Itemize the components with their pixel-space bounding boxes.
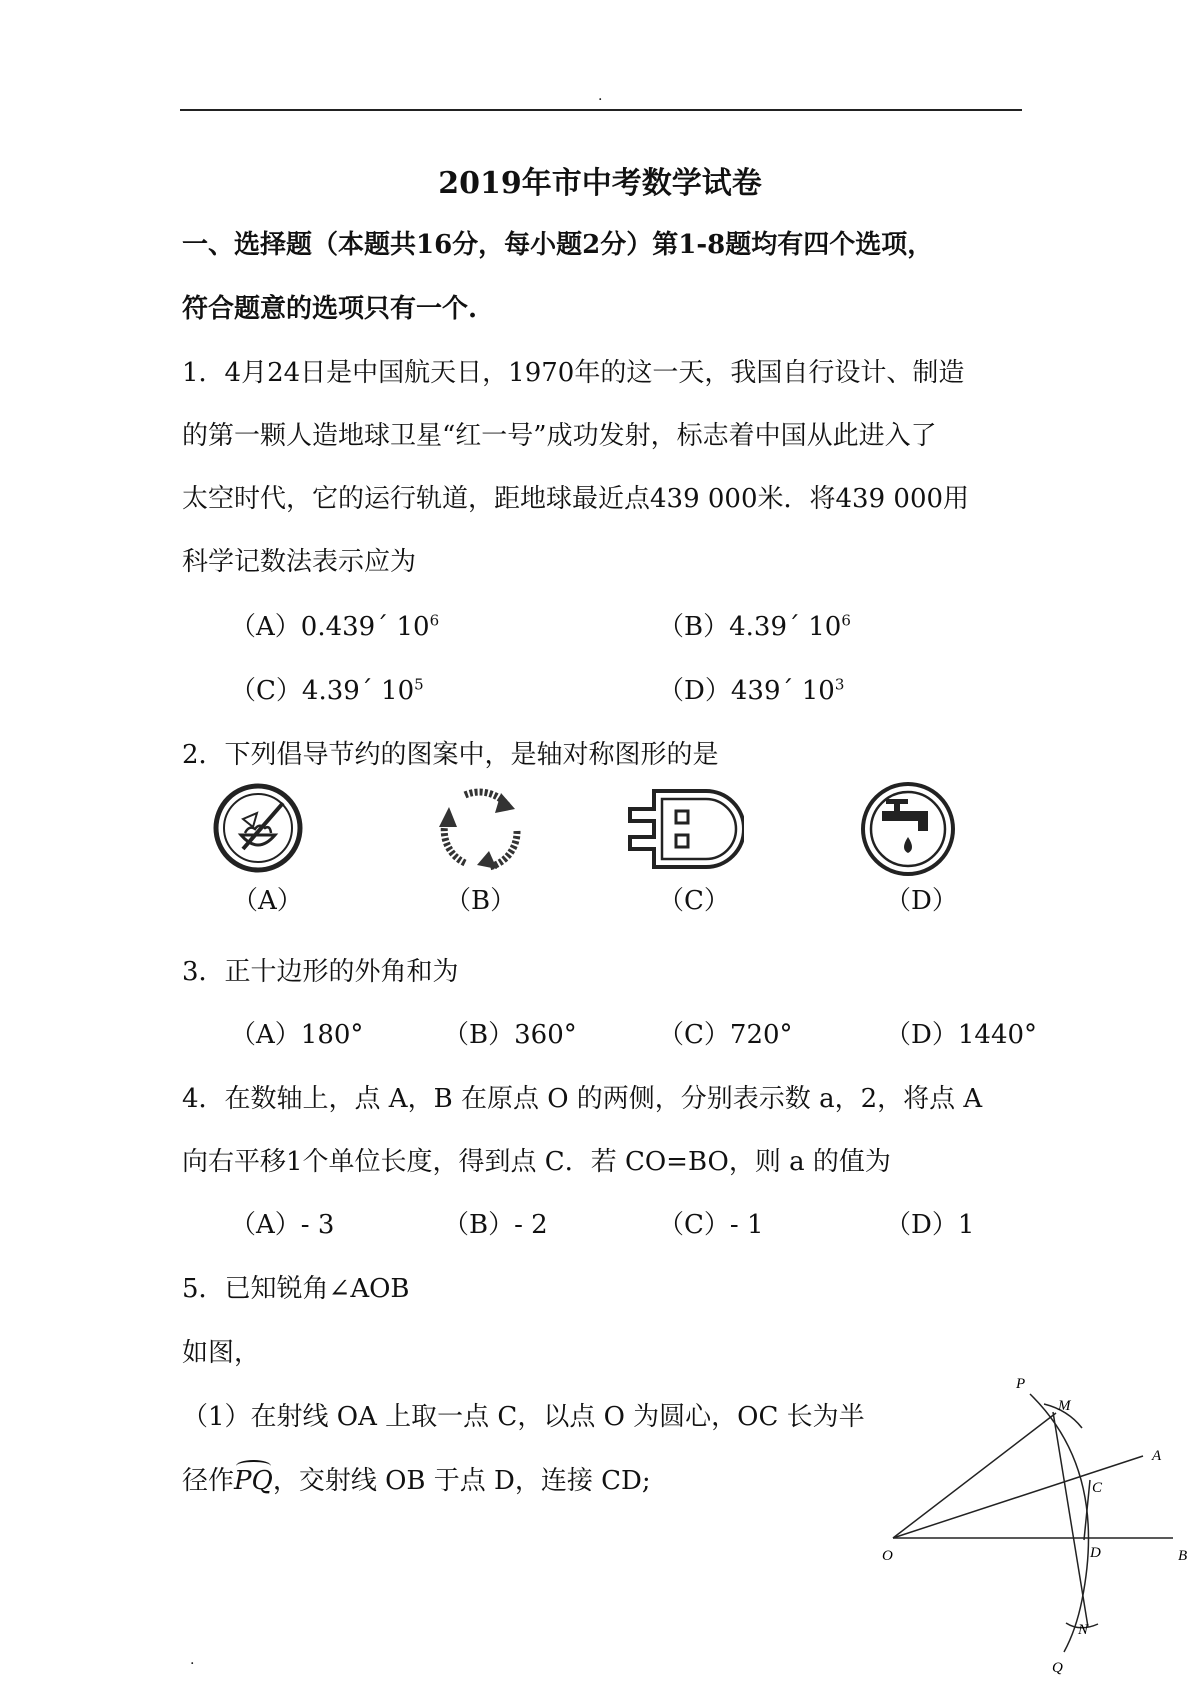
q3-stem: 3．正十边形的外角和为 — [182, 957, 459, 987]
q2-stem: 2．下列倡导节约的图案中，是轴对称图形的是 — [182, 740, 719, 770]
q2-label-a: （A） — [232, 886, 303, 916]
q5-step1-line2 — [182, 1460, 651, 1497]
q1-option-b-label: （B） — [658, 612, 730, 642]
q1-option-a-label: （A） — [230, 612, 301, 642]
q1-option-d — [658, 670, 844, 707]
q5-step1-post: ，交射线 OB 于点 D，连接 CD; — [272, 1466, 651, 1496]
q1-option-b-exp: 6 — [841, 611, 851, 630]
q2-label-b: （B） — [445, 886, 517, 916]
q4-option-d-label: （D） — [885, 1210, 958, 1240]
q3-option-d-label: （D） — [885, 1020, 958, 1050]
section-heading-line2: 符合题意的选项只有一个. — [182, 294, 478, 324]
q3-option-a — [230, 1014, 363, 1051]
q5-stem: 5．已知锐角∠AOB — [182, 1274, 410, 1304]
q4-option-b-value: - 2 — [514, 1210, 548, 1240]
q5-arc-pq: PQ — [234, 1466, 273, 1496]
q4-option-a-label: （A） — [230, 1210, 301, 1240]
q1-option-d-text: 439´ 10 — [730, 676, 835, 706]
label-b: B — [1178, 1548, 1188, 1564]
q1-option-c-label: （C） — [230, 676, 302, 706]
q4-option-a-value: - 3 — [300, 1210, 335, 1240]
q3-option-b — [443, 1014, 577, 1051]
q4-option-c — [658, 1204, 764, 1241]
q1-line4: 科学记数法表示应为 — [182, 547, 417, 577]
section-heading-line1: 一、选择题（本题共16分，每小题2分）第1-8题均有四个选项， — [182, 230, 934, 260]
q4-line1: 4．在数轴上，点 A，B 在原点 O 的两侧，分别表示数 a，2，将点 A — [182, 1084, 983, 1114]
label-a: A — [1152, 1448, 1162, 1464]
label-o: O — [882, 1548, 893, 1564]
q3-option-c-value: 720° — [729, 1020, 793, 1050]
q3-option-b-value: 360° — [514, 1020, 577, 1050]
label-c: C — [1092, 1480, 1103, 1496]
q1-option-c-text: 4.39´ 10 — [301, 676, 415, 706]
q1-option-c — [230, 670, 424, 707]
q1-option-c-exp: 5 — [414, 675, 424, 694]
q4-option-c-label: （C） — [658, 1210, 730, 1240]
label-q: Q — [1052, 1660, 1063, 1676]
header-dot: . — [598, 88, 603, 104]
q5-figure-intro: 如图， — [182, 1338, 261, 1368]
label-n: N — [1078, 1622, 1089, 1638]
q5-step1-line1: （1）在射线 OA 上取一点 C，以点 O 为圆心，OC 长为半 — [182, 1402, 865, 1432]
q4-option-c-value: - 1 — [729, 1210, 764, 1240]
q3-option-d-value: 1440° — [957, 1020, 1038, 1050]
q4-option-d-value: 1 — [957, 1210, 975, 1240]
q3-option-c-label: （C） — [658, 1020, 730, 1050]
angle-construction-figure — [868, 1330, 1200, 1682]
q3-option-a-value: 180° — [300, 1020, 364, 1050]
q1-line2: 的第一颗人造地球卫星“红一号”成功发射，标志着中国从此进入了 — [182, 421, 937, 451]
q4-option-b-label: （B） — [443, 1210, 515, 1240]
q1-option-b — [658, 606, 851, 643]
q1-option-a-exp: 6 — [429, 611, 440, 630]
footer-dot: . — [190, 1652, 195, 1668]
q1-option-a — [230, 606, 439, 643]
q3-option-a-label: （A） — [230, 1020, 301, 1050]
q1-line3: 太空时代，它的运行轨道，距地球最近点439 000米．将439 000用 — [182, 484, 970, 514]
q1-option-d-label: （D） — [658, 676, 731, 706]
header-rule — [180, 109, 1022, 111]
q4-option-a — [230, 1204, 334, 1241]
q1-option-d-exp: 3 — [834, 675, 845, 694]
rice-bowl-icon — [213, 783, 303, 873]
page-title: 2019年市中考数学试卷 — [438, 166, 762, 201]
q3-option-c — [658, 1014, 793, 1051]
q2-label-c: （C） — [658, 886, 730, 916]
q1-option-b-text: 4.39´ 10 — [729, 612, 842, 642]
q3-option-b-label: （B） — [443, 1020, 515, 1050]
plug-icon — [626, 787, 744, 871]
q4-line2: 向右平移1个单位长度，得到点 C．若 CO=BO，则 a 的值为 — [182, 1147, 891, 1177]
q2-label-d: （D） — [885, 886, 958, 916]
q1-option-a-text: 0.439´ 10 — [300, 612, 430, 642]
q3-option-d — [885, 1014, 1037, 1051]
recycle-arrows-icon — [435, 783, 527, 875]
q4-option-d — [885, 1204, 974, 1241]
faucet-drop-icon — [860, 781, 956, 877]
q1-line1: 1．4月24日是中国航天日，1970年的这一天，我国自行设计、制造 — [182, 358, 965, 388]
q5-step1-pre: 径作 — [182, 1466, 235, 1496]
label-d: D — [1090, 1545, 1101, 1561]
label-m: M — [1058, 1398, 1071, 1414]
q4-option-b — [443, 1204, 548, 1241]
label-p: P — [1016, 1376, 1026, 1392]
